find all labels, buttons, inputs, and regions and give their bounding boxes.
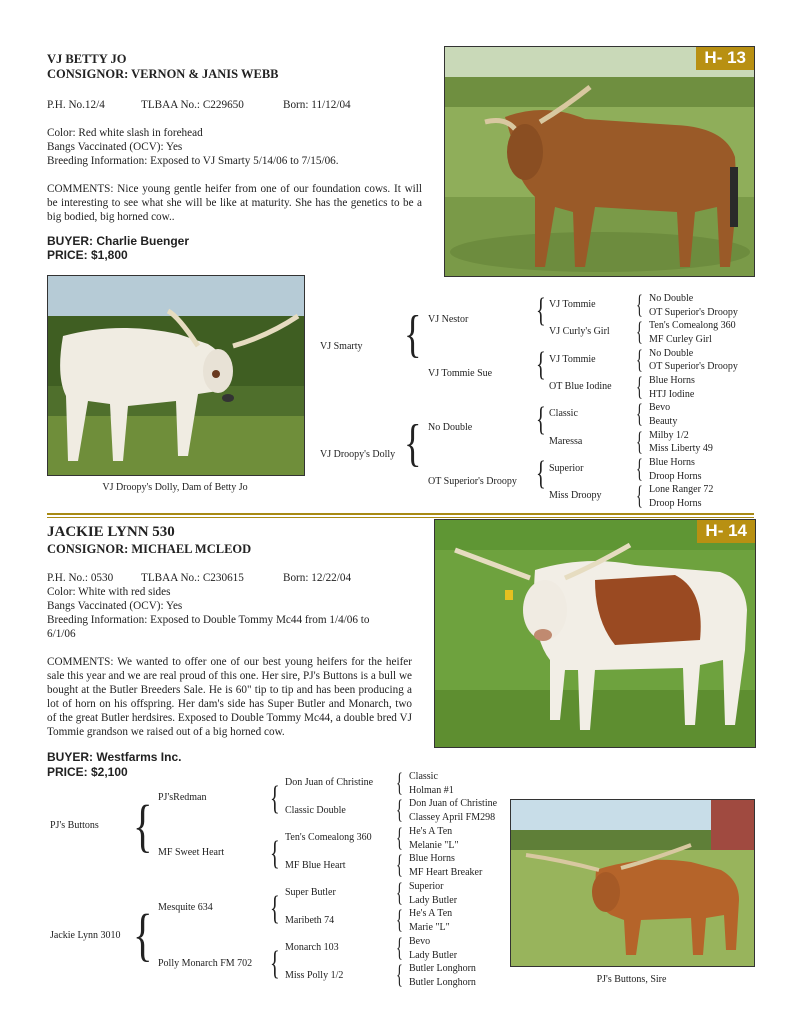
lot1-dam-photo	[47, 275, 305, 476]
lot1-tag: H- 13	[696, 47, 754, 70]
pedigree-brace: {	[536, 455, 546, 492]
lot2-bangs: Bangs Vaccinated (OCV): Yes	[47, 600, 183, 612]
lot1-heifer-photo	[444, 46, 755, 277]
lot2-tag: H- 14	[697, 520, 755, 543]
lot2-color: Color: White with red sides	[47, 586, 171, 598]
lot1-ped-g4: Milby 1/2	[649, 430, 689, 441]
lot2-ped-g3: Ten's Comealong 360	[285, 832, 372, 843]
lot2-ped-g4: MF Heart Breaker	[409, 867, 483, 878]
pedigree-brace: {	[133, 902, 153, 967]
pedigree-brace: {	[636, 345, 643, 374]
lot1-born: Born: 11/12/04	[283, 99, 351, 111]
pedigree-brace: {	[396, 768, 403, 797]
lot1-ped-g3: VJ Tommie	[549, 299, 596, 310]
pedigree-brace: {	[396, 823, 403, 852]
lot2-born: Born: 12/22/04	[283, 572, 352, 584]
lot1-ped-g4: OT Superior's Droopy	[649, 307, 738, 318]
lot1-consignor: CONSIGNOR: VERNON & JANIS WEBB	[47, 67, 279, 81]
pedigree-brace: {	[396, 933, 403, 962]
lot2-sire-caption: PJ's Buttons, Sire	[596, 974, 667, 985]
pedigree-brace: {	[404, 306, 422, 363]
lot1-ped-g3: Maressa	[549, 436, 583, 447]
pedigree-brace: {	[396, 878, 403, 907]
lot1-name: VJ BETTY JO	[47, 52, 127, 66]
lot1-breeding: Breeding Information: Exposed to VJ Smarty 5/14/06 to 7/15/06.	[47, 155, 339, 167]
lot2-ped-g4: Melanie "L"	[409, 840, 459, 851]
lot1-price: PRICE: $1,800	[47, 248, 128, 262]
lot2-ped-g2: PJ'sRedman	[158, 792, 207, 803]
lot1-ped-dam: VJ Droopy's Dolly	[320, 449, 396, 460]
lot2-ped-g4: Butler Longhorn	[409, 977, 476, 988]
lot2-ped-g4: Bevo	[409, 936, 431, 947]
pedigree-brace: {	[396, 905, 403, 934]
pedigree-brace: {	[636, 399, 643, 428]
pedigree-brace: {	[636, 317, 643, 346]
lot1-ped-g4: OT Superior's Droopy	[649, 361, 738, 372]
lot2-price: PRICE: $2,100	[47, 765, 128, 779]
lot2-ped-g4: Lady Butler	[409, 895, 458, 906]
pedigree-brace: {	[536, 401, 546, 438]
lot1-ped-g2: VJ Tommie Sue	[428, 368, 493, 379]
lot1-ped-g3: Superior	[549, 463, 584, 474]
lot1-ped-g4: Lone Ranger 72	[649, 484, 714, 495]
pedigree-brace: {	[536, 292, 546, 329]
pedigree-brace: {	[536, 346, 546, 383]
lot2-ph: P.H. No.: 0530	[47, 572, 114, 584]
pedigree-brace: {	[270, 890, 280, 927]
lot1-ped-g3: VJ Curly's Girl	[549, 326, 610, 337]
pedigree-brace: {	[133, 793, 153, 858]
lot1-ped-g2: No Double	[428, 422, 473, 433]
lot2-ped-g4: Blue Horns	[409, 853, 455, 864]
lot2-ped-g4: Holman #1	[409, 785, 454, 796]
lot1-ped-g3: OT Blue Iodine	[549, 381, 612, 392]
lot2-ped-g2: Polly Monarch FM 702	[158, 958, 253, 969]
pedigree-brace: {	[636, 372, 643, 401]
lot1-ped-g4: Bevo	[649, 402, 671, 413]
lot1-ped-g4: Ten's Comealong 360	[649, 320, 736, 331]
lot2-name: JACKIE LYNN 530	[47, 524, 175, 540]
lot2-ped-g2: Mesquite 634	[158, 902, 213, 913]
lot1-ped-g4: MF Curley Girl	[649, 334, 712, 345]
lot2-buyer: BUYER: Westfarms Inc.	[47, 750, 182, 764]
lot2-ped-g3: Don Juan of Christine	[285, 777, 374, 788]
lot2-consignor: CONSIGNOR: MICHAEL MCLEOD	[47, 542, 252, 556]
lot2-breeding: Breeding Information: Exposed to Double Tommy Mc44 from 1/4/06 to 6/1/06	[47, 614, 370, 640]
lot2-ped-g3: Maribeth 74	[285, 915, 335, 926]
lot2-ped-sire: PJ's Buttons	[50, 820, 99, 831]
lot1-ped-g4: Miss Liberty 49	[649, 443, 713, 454]
pedigree-brace: {	[270, 945, 280, 982]
lot2-ped-g4: Butler Longhorn	[409, 963, 476, 974]
pedigree-brace: {	[636, 454, 643, 483]
pedigree-brace: {	[396, 960, 403, 989]
lot1-comments: COMMENTS: Nice young gentle heifer from one of our foundation cows. It will be interesting to see what she will be like at maturity. She has the genetics to be a big bodied, big horned cow..	[47, 183, 422, 223]
pedigree-brace: {	[636, 290, 643, 319]
lot2-ped-g2: MF Sweet Heart	[158, 847, 225, 858]
lot1-ped-g4: Blue Horns	[649, 457, 695, 468]
lot2-ped-g4: Lady Butler	[409, 950, 458, 961]
pedigree-brace: {	[404, 415, 422, 472]
lot2-ped-g4: Superior	[409, 881, 444, 892]
lot1-color: Color: Red white slash in forehead	[47, 127, 203, 139]
pedigree-brace: {	[396, 795, 403, 824]
pedigree-brace: {	[396, 850, 403, 879]
lot1-ped-g3: Classic	[549, 408, 578, 419]
lot1-bangs: Bangs Vaccinated (OCV): Yes	[47, 141, 183, 153]
lot1-ped-g4: Beauty	[649, 416, 678, 427]
lot1-buyer: BUYER: Charlie Buenger	[47, 234, 190, 248]
lot2-ped-g4: He's A Ten	[409, 826, 453, 837]
lot2-ped-g4: He's A Ten	[409, 908, 453, 919]
lot1-ped-g4: No Double	[649, 348, 694, 359]
lot2-comments: COMMENTS: We wanted to offer one of our best young heifers for the heifer sale this year and we are real proud of this one. Her sire, PJ's Buttons is a bull we bought at the Butler Breeders Sale. He is 60" tip to tip and has been producing a lot of horn on his offspring. Her dam's side has Super Butler and Monarch, two of the great Butler herdsires. Exposed to Double Tommy Mc44, a double bred VJ Tommie grandson we raised out of a big horned cow.	[47, 656, 412, 738]
lot2-ped-g4: Marie "L"	[409, 922, 450, 933]
lot2-ped-g4: Don Juan of Christine	[409, 798, 498, 809]
section-divider	[47, 513, 754, 515]
lot2-ped-g3: Super Butler	[285, 887, 336, 898]
lot1-ped-g2: OT Superior's Droopy	[428, 476, 517, 487]
lot1-ped-g4: HTJ Iodine	[649, 389, 695, 400]
pedigree-brace: {	[270, 780, 280, 817]
lot2-ped-g3: Classic Double	[285, 805, 346, 816]
lot1-ped-g4: No Double	[649, 293, 694, 304]
lot2-ped-g4: Classic	[409, 771, 438, 782]
lot2-ped-g4: Classey April FM298	[409, 812, 496, 823]
lot1-tlbaa: TLBAA No.: C229650	[141, 99, 244, 111]
lot1-ped-g2: VJ Nestor	[428, 314, 469, 325]
lot2-heifer-photo	[434, 519, 756, 748]
lot1-dam-caption: VJ Droopy's Dolly, Dam of Betty Jo	[102, 482, 248, 493]
lot1-ped-g4: Droop Horns	[649, 471, 702, 482]
pedigree-brace: {	[270, 835, 280, 872]
lot1-ped-g4: Droop Horns	[649, 498, 702, 509]
lot2-tlbaa: TLBAA No.: C230615	[141, 572, 244, 584]
lot2-ped-dam: Jackie Lynn 3010	[50, 930, 121, 941]
lot1-ped-g4: Blue Horns	[649, 375, 695, 386]
lot1-ped-g3: Miss Droopy	[549, 490, 602, 501]
lot2-ped-g3: Miss Polly 1/2	[285, 970, 344, 981]
lot2-sire-photo	[510, 799, 755, 967]
lot2-ped-g3: Monarch 103	[285, 942, 339, 953]
lot1-ped-g3: VJ Tommie	[549, 354, 596, 365]
lot1-ped-sire: VJ Smarty	[320, 341, 363, 352]
pedigree-brace: {	[636, 481, 643, 510]
lot1-ph: P.H. No.12/4	[47, 99, 105, 111]
section-divider	[47, 517, 754, 518]
lot2-ped-g3: MF Blue Heart	[285, 860, 346, 871]
pedigree-brace: {	[636, 427, 643, 456]
